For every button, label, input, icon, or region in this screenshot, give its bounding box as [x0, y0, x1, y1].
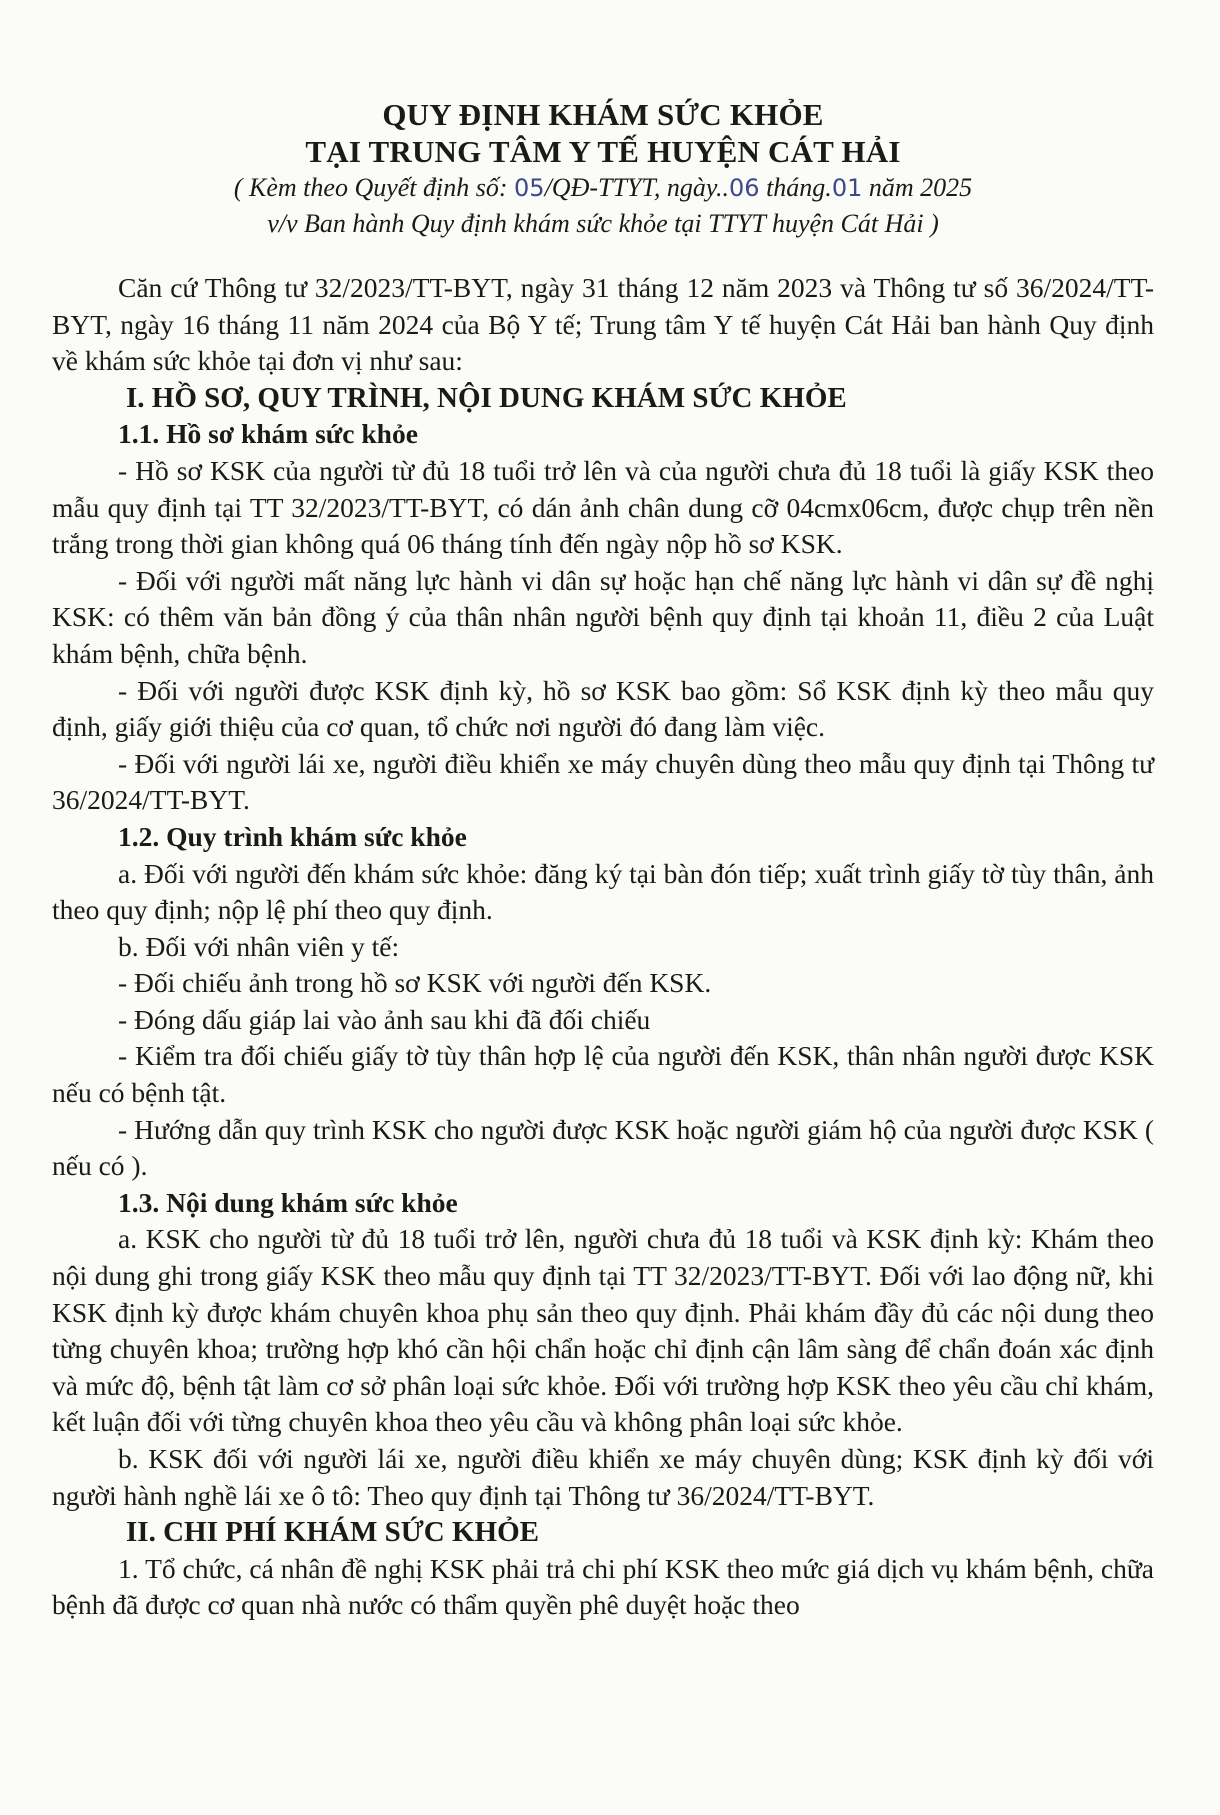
- section-2-heading: II. CHI PHÍ KHÁM SỨC KHỎE: [126, 1516, 540, 1549]
- paragraph-1-2-b: b. Đối với nhân viên y tế:: [118, 930, 400, 962]
- intro-paragraph: Căn cứ Thông tư 32/2023/TT-BYT, ngày 31 tháng 12 năm 2023 và Thông tư số 36/2024/TT-BYT, ngày 16 tháng 11 năm 2024 của Bộ Y tế; Trung tâm Y tế huyện Cát Hải ban hành Quy định về khám sức khỏe tại đơn vị như sau:: [52, 272, 1154, 377]
- decision-reference-line1: [52, 170, 1154, 206]
- paragraph-1-2-c: - Đối chiếu ảnh trong hồ sơ KSK với người đến KSK.: [118, 967, 712, 999]
- decision-reference-line2: v/v Ban hành Quy định khám sức khỏe tại TTYT huyện Cát Hải ): [267, 209, 939, 238]
- paragraph-1-1-b: - Đối với người mất năng lực hành vi dân sự hoặc hạn chế năng lực hành vi dân sự đề nghị KSK: có thêm văn bản đồng ý của thân nhân người bệnh quy định tại khoản 11, điều 2 của Luật khám bệnh, chữa bệnh.: [52, 564, 1154, 669]
- ref-text-4: năm 2025: [862, 173, 973, 202]
- ref-text-2: /QĐ-TTYT, ngày..: [544, 173, 730, 202]
- paragraph-1-1-c: - Đối với người được KSK định kỳ, hồ sơ KSK bao gồm: Sổ KSK định kỳ theo mẫu quy định, giấy giới thiệu của cơ quan, tổ chức nơi người đó đang làm việc.: [52, 674, 1154, 743]
- paragraph-1-1-a: - Hồ sơ KSK của người từ đủ 18 tuổi trở lên và của người chưa đủ 18 tuổi là giấy KSK theo mẫu quy định tại TT 32/2023/TT-BYT, có dán ảnh chân dung cỡ 04cmx06cm, được chụp trên nền trắng trong thời gian không quá 06 tháng tính đến ngày nộp hồ sơ KSK.: [52, 454, 1154, 560]
- paragraph-1-2-a: a. Đối với người đến khám sức khỏe: đăng ký tại bàn đón tiếp; xuất trình giấy tờ tùy thân, ảnh theo quy định; nộp lệ phí theo quy định.: [52, 857, 1154, 926]
- document-title-line1: QUY ĐỊNH KHÁM SỨC KHỎE: [382, 97, 824, 132]
- paragraph-2-1: 1. Tổ chức, cá nhân đề nghị KSK phải trả chi phí KSK theo mức giá dịch vụ khám bệnh, chữa bệnh đã được cơ quan nhà nước có thẩm quyền phê duyệt hoặc theo: [52, 1552, 1154, 1621]
- ref-text-1: ( Kèm theo Quyết định số:: [233, 173, 515, 202]
- subsection-1-1-heading: 1.1. Hồ sơ khám sức khỏe: [118, 418, 418, 450]
- paragraph-1-2-f: - Hướng dẫn quy trình KSK cho người được KSK hoặc người giám hộ của người được KSK ( nếu có ).: [52, 1113, 1154, 1182]
- handwritten-month: 01: [831, 174, 863, 202]
- ref-text-3: tháng.: [759, 173, 832, 202]
- document-title-line2: TẠI TRUNG TÂM Y TẾ HUYỆN CÁT HẢI: [305, 134, 901, 169]
- paragraph-1-3-a: a. KSK cho người từ đủ 18 tuổi trở lên, người chưa đủ 18 tuổi và KSK định kỳ: Khám theo nội dung ghi trong giấy KSK theo mẫu quy định tại TT 32/2023/TT-BYT. Đối với lao động nữ, khi KSK định kỳ được khám chuyên khoa phụ sản theo quy định. Phải khám đầy đủ các nội dung theo từng chuyên khoa; trường hợp khó cần hội chẩn hoặc chỉ định cận lâm sàng để chẩn đoán xác định và mức độ, bệnh tật làm cơ sở phân loại sức khỏe. Đối với trường hợp KSK theo yêu cầu chỉ khám, kết luận đối với từng chuyên khoa theo yêu cầu và không phân loại sức khỏe.: [52, 1223, 1154, 1438]
- section-1-heading: I. HỒ SƠ, QUY TRÌNH, NỘI DUNG KHÁM SỨC KHỎE: [126, 381, 847, 414]
- paragraph-1-2-d: - Đóng dấu giáp lai vào ảnh sau khi đã đối chiếu: [118, 1003, 651, 1035]
- paragraph-1-1-d: - Đối với người lái xe, người điều khiển xe máy chuyên dùng theo mẫu quy định tại Thông tư 36/2024/TT-BYT.: [52, 747, 1154, 816]
- subsection-1-2-heading: 1.2. Quy trình khám sức khỏe: [118, 820, 467, 852]
- handwritten-decision-number: 05: [514, 174, 545, 202]
- paragraph-1-2-e: - Kiểm tra đối chiếu giấy tờ tùy thân hợp lệ của người đến KSK, thân nhân người được KSK nếu có bệnh tật.: [52, 1040, 1154, 1109]
- paragraph-1-3-b: b. KSK đối với người lái xe, người điều khiển xe máy chuyên dùng; KSK định kỳ đối với người hành nghề lái xe ô tô: Theo quy định tại Thông tư 36/2024/TT-BYT.: [52, 1443, 1154, 1511]
- handwritten-day: 06: [729, 174, 760, 202]
- subsection-1-3-heading: 1.3. Nội dung khám sức khỏe: [118, 1186, 458, 1218]
